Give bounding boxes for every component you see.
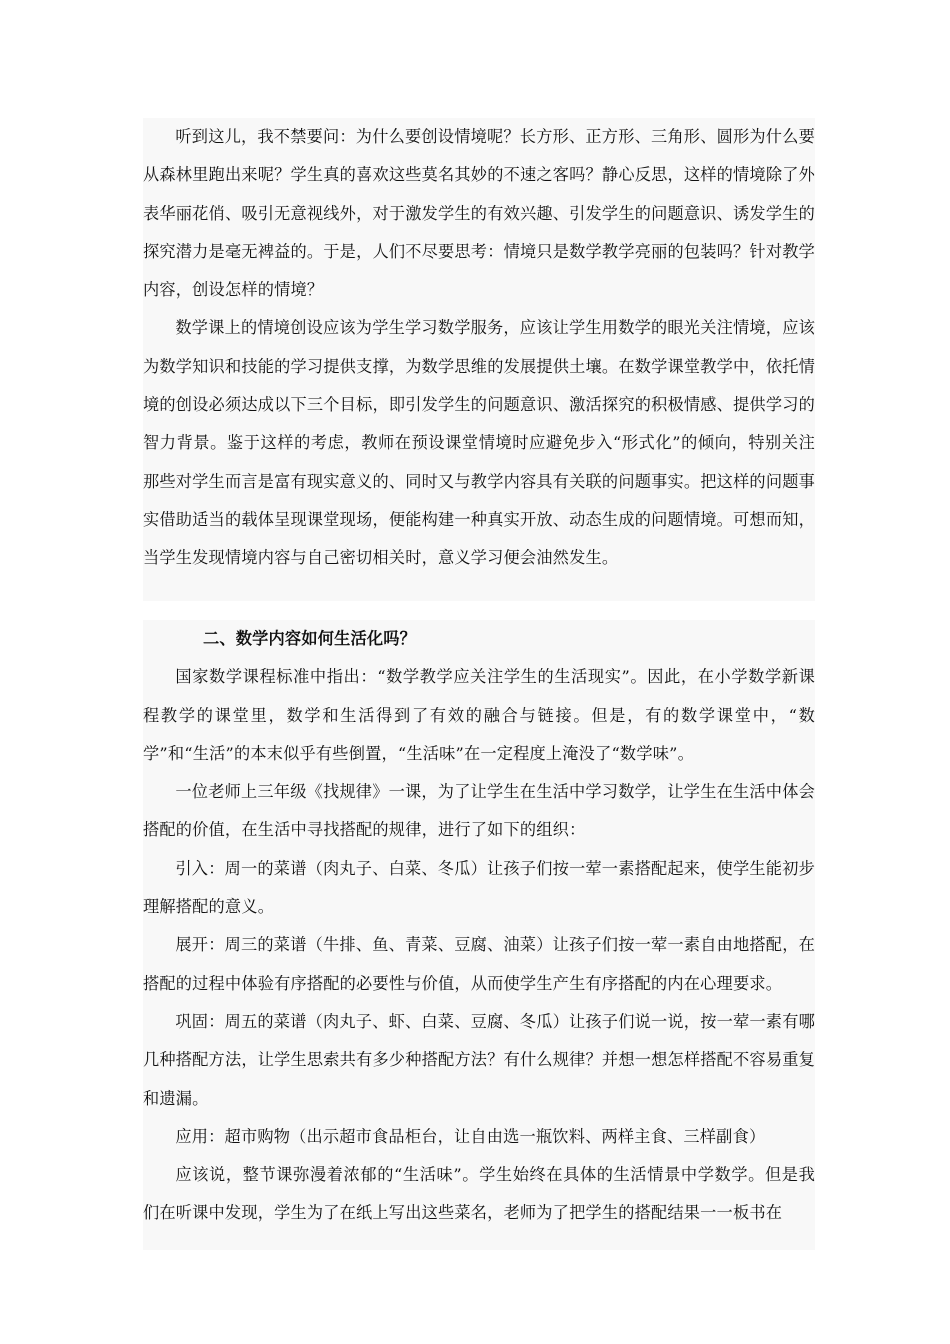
paragraph: 应该说，整节课弥漫着浓郁的“生活味”。学生始终在具体的生活情景中学数学。但是我们在听课中发现，学生为了在纸上写出这些菜名，老师为了把学生的搭配结果一一板书在 [143,1165,815,1223]
paragraph: 国家数学课程标准中指出：“数学教学应关注学生的生活现实”。因此，在小学数学新课程教学的课堂里，数学和生活得到了有效的融合与链接。但是，有的数学课堂中，“数学”和“生活”的本末似乎有些倒置，“生活味”在一定程度上淹没了“数学味”。 [143,667,815,763]
paragraph: 展开：周三的菜谱（牛排、鱼、青菜、豆腐、油菜）让孩子们按一荤一素自由地搭配，在搭配的过程中体验有序搭配的必要性与价值，从而使学生产生有序搭配的内在心理要求。 [143,935,815,993]
paragraph: 巩固：周五的菜谱（肉丸子、虾、白菜、豆腐、冬瓜）让孩子们说一说，按一荤一素有哪几种搭配方法，让学生思索共有多少种搭配方法？有什么规律？并想一想怎样搭配不容易重复和遗漏。 [143,1011,815,1108]
paragraph: 一位老师上三年级《找规律》一课，为了让学生在生活中学习数学，让学生在生活中体会搭配的价值，在生活中寻找搭配的规律，进行了如下的组织： [143,782,815,840]
paragraph: 数学课上的情境创设应该为学生学习数学服务，应该让学生用数学的眼光关注情境，应该为数学知识和技能的学习提供支撑，为数学思维的发展提供土壤。在数学课堂教学中，依托情境的创设必须达成以下三个目标，即引发学生的问题意识、激活探究的积极情感、提供学习的智力背景。鉴于这样的考虑，教师在预设课堂情境时应避免步入“形式化”的倾向，特别关注那些对学生而言是富有现实意义的、同时又与教学内容具有关联的问题事实。把这样的问题事实借助适当的载体呈现课堂现场，便能构建一种真实开放、动态生成的问题情境。可想而知，当学生发现情境内容与自己密切相关时，意义学习便会油然发生。 [143,318,815,568]
paragraph: 应用：超市购物（出示超市食品柜台，让自由选一瓶饮料、两样主食、三样副食） [175,1126,766,1146]
section-heading: 二、数学内容如何生活化吗？ [203,629,417,648]
paragraph: 听到这儿，我不禁要问：为什么要创设情境呢？长方形、正方形、三角形、圆形为什么要从森林里跑出来呢？学生真的喜欢这些莫名其妙的不速之客吗？静心反思，这样的情境除了外表华丽花俏、吸引无意视线外，对于激发学生的有效兴趣、引发学生的问题意识、诱发学生的探究潜力是毫无裨益的。于是，人们不尽要思考：情境只是数学教学亮丽的包装吗？针对教学内容，创设怎样的情境？ [143,127,815,300]
paragraph: 引入：周一的菜谱（肉丸子、白菜、冬瓜）让孩子们按一荤一素搭配起来，使学生能初步理解搭配的意义。 [143,858,815,917]
text-block-1 [143,118,815,601]
text-block-2 [143,620,815,1250]
